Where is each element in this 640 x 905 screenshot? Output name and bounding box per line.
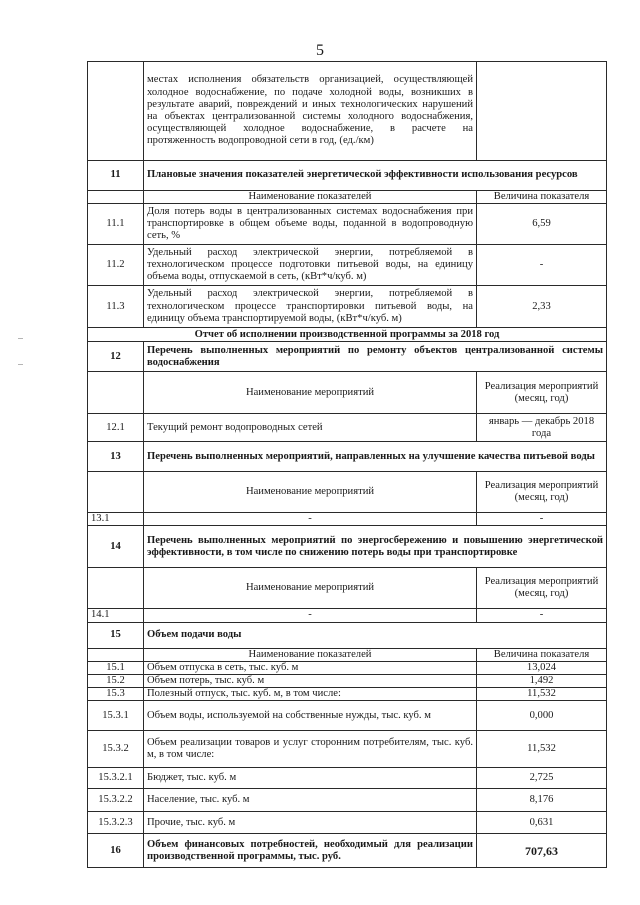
row-text: Объем финансовых потребностей, необходимый для реализации производственной программы, тыс. руб.: [144, 834, 477, 868]
section-number: 14: [88, 526, 144, 568]
table-row: [88, 204, 607, 245]
section-number: 12: [88, 342, 144, 372]
column-header-name: Наименование показателей: [144, 191, 477, 204]
table-row: [88, 768, 607, 789]
row-text: Удельный расход электрической энергии, потребляемой в технологическом процессе транспортировки питьевой воды, на единицу объема транспортируемой воды, (кВт*ч/куб. м): [144, 286, 477, 328]
row-number: 13.1: [88, 513, 144, 526]
section-row-16: [88, 834, 607, 868]
row-number: 15.3: [88, 688, 144, 701]
row-number-cell: [88, 62, 144, 161]
report-title: Отчет об исполнении производственной программы за 2018 год: [88, 328, 607, 342]
row-value: 1,492: [477, 675, 607, 688]
column-header-value: Реализация мероприятий (месяц, год): [477, 472, 607, 513]
margin-mark: [18, 364, 23, 365]
table-row: [88, 701, 607, 731]
row-text: Население, тыс. куб. м: [144, 789, 477, 812]
table-row: [88, 731, 607, 768]
row-text: местах исполнения обязательств организацией, осуществляющей холодное водоснабжение, по подаче холодной воды, возникших в результате аварий, повреждений и иных технологических нарушений на объектах централизованной системы холодного водоснабжения, осуществляющей холодное водоснабжение, в расчете на протяженность водопроводной сети в год, (ед./км): [144, 62, 477, 161]
row-value: -: [477, 513, 607, 526]
row-value: январь — декабрь 2018 года: [477, 414, 607, 442]
row-value: 6,59: [477, 204, 607, 245]
row-value: 8,176: [477, 789, 607, 812]
section-number: 16: [88, 834, 144, 868]
section-number: 11: [88, 161, 144, 191]
section-title: Плановые значения показателей энергетической эффективности использования ресурсов: [144, 161, 607, 191]
row-text: Объем воды, используемой на собственные нужды, тыс. куб. м: [144, 701, 477, 731]
row-number-cell: [88, 472, 144, 513]
row-number: 11.3: [88, 286, 144, 328]
column-header-name: Наименование мероприятий: [144, 568, 477, 609]
row-text: Бюджет, тыс. куб. м: [144, 768, 477, 789]
row-text: Текущий ремонт водопроводных сетей: [144, 414, 477, 442]
table-row: [88, 688, 607, 701]
table-row: [88, 62, 607, 161]
section-number: 13: [88, 442, 144, 472]
row-text: Объем потерь, тыс. куб. м: [144, 675, 477, 688]
indicators-table: [87, 61, 607, 868]
row-number: 12.1: [88, 414, 144, 442]
table-header-row: [88, 472, 607, 513]
column-header-value: Величина показателя: [477, 648, 607, 661]
row-number: 14.1: [88, 609, 144, 622]
column-header-value: Реализация мероприятий (месяц, год): [477, 372, 607, 414]
margin-mark: [18, 338, 23, 339]
table-row: [88, 245, 607, 286]
row-value: 2,725: [477, 768, 607, 789]
row-value: 0,000: [477, 701, 607, 731]
row-number: 15.3.2: [88, 731, 144, 768]
column-header-name: Наименование мероприятий: [144, 472, 477, 513]
row-value: [477, 62, 607, 161]
table-header-row: [88, 568, 607, 609]
row-value: -: [477, 609, 607, 622]
row-number-cell: [88, 372, 144, 414]
table-row: [88, 812, 607, 834]
row-number: 15.3.1: [88, 701, 144, 731]
row-text: -: [144, 513, 477, 526]
row-number-cell: [88, 568, 144, 609]
row-number: 15.2: [88, 675, 144, 688]
table-row: [88, 789, 607, 812]
row-number: 11.1: [88, 204, 144, 245]
row-number: 15.3.2.2: [88, 789, 144, 812]
section-title: Перечень выполненных мероприятий, направленных на улучшение качества питьевой воды: [144, 442, 607, 472]
row-number-cell: [88, 648, 144, 661]
table-row: [88, 286, 607, 328]
section-row-11: [88, 161, 607, 191]
row-text: Объем реализации товаров и услуг сторонним потребителям, тыс. куб. м, в том числе:: [144, 731, 477, 768]
table-row: [88, 661, 607, 674]
row-number: 15.3.2.3: [88, 812, 144, 834]
page-number: 5: [316, 42, 324, 59]
row-value: 0,631: [477, 812, 607, 834]
table-row: [88, 675, 607, 688]
row-number: 11.2: [88, 245, 144, 286]
row-text: Удельный расход электрической энергии, потребляемой в технологическом процессе подготовки питьевой воды, на единицу объема воды, отпускаемой в сеть, (кВт*ч/куб. м): [144, 245, 477, 286]
row-text: Прочие, тыс. куб. м: [144, 812, 477, 834]
row-number-cell: [88, 191, 144, 204]
table-row: [88, 513, 607, 526]
row-text: Доля потерь воды в централизованных системах водоснабжения при транспортировке в общем объеме воды, поданной в водопроводную сеть, %: [144, 204, 477, 245]
section-title: Перечень выполненных мероприятий по энергосбережению и повышению энергетической эффективности, в том числе по снижению потерь воды при транспортировке: [144, 526, 607, 568]
table-header-row: [88, 372, 607, 414]
row-text: Объем отпуска в сеть, тыс. куб. м: [144, 661, 477, 674]
row-value: 11,532: [477, 731, 607, 768]
column-header-value: Величина показателя: [477, 191, 607, 204]
row-value: 11,532: [477, 688, 607, 701]
row-value: 707,63: [477, 834, 607, 868]
section-row-15: [88, 622, 607, 648]
column-header-name: Наименование мероприятий: [144, 372, 477, 414]
table-header-row: [88, 648, 607, 661]
row-number: 15.3.2.1: [88, 768, 144, 789]
report-title-row: [88, 328, 607, 342]
row-value: 2,33: [477, 286, 607, 328]
row-number: 15.1: [88, 661, 144, 674]
section-row-13: [88, 442, 607, 472]
row-value: 13,024: [477, 661, 607, 674]
table-header-row: [88, 191, 607, 204]
row-text: -: [144, 609, 477, 622]
section-row-12: [88, 342, 607, 372]
section-title: Объем подачи воды: [144, 622, 607, 648]
column-header-value: Реализация мероприятий (месяц, год): [477, 568, 607, 609]
column-header-name: Наименование показателей: [144, 648, 477, 661]
section-row-14: [88, 526, 607, 568]
table-row: [88, 414, 607, 442]
row-text: Полезный отпуск, тыс. куб. м, в том числе:: [144, 688, 477, 701]
row-value: -: [477, 245, 607, 286]
table-row: [88, 609, 607, 622]
section-title: Перечень выполненных мероприятий по ремонту объектов централизованной системы водоснабжения: [144, 342, 607, 372]
section-number: 15: [88, 622, 144, 648]
